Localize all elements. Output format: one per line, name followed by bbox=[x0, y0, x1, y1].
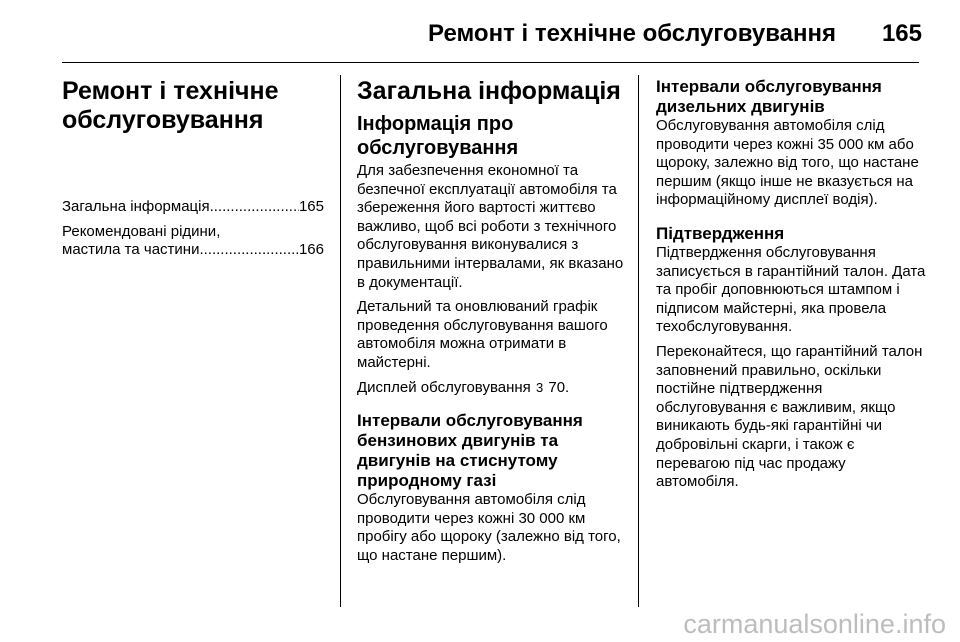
paragraph-display-ref: Дисплей обслуговування 3 70. bbox=[357, 378, 570, 396]
heading-petrol-intervals: Інтервали обслуговування бензинових двигунів та двигунів на стиснутому природному газі bbox=[357, 411, 583, 491]
chapter-title: Ремонт і технічне обслуговування bbox=[62, 77, 279, 134]
toc-entry-fluids[interactable]: Рекомендовані рідини, мастила та частини ..... 166 bbox=[62, 223, 324, 260]
paragraph: Для забезпечення економної та безпечної експлуатації автомобіля та збереження його вартості життєво важливо, щоб всі роботи з технічного обслуговування виконувалися з правильними інтервалами, як вказано в документації. bbox=[357, 162, 624, 291]
section-title: Загальна інформація bbox=[357, 77, 621, 105]
paragraph: Підтвердження обслуговування записується в гарантійний талон. Дата та пробіг доповнюються штампом і підписом майстерні, яка провела техобслуговування. bbox=[656, 243, 926, 336]
diesel-column bbox=[656, 77, 928, 498]
paragraph: Переконайтеся, що гарантійний талон заповнений правильно, оскільки постійне підтвердження обслуговування є важливим, якщо виникають будь-які гарантійні чи добровільні скарги, і також є перевагою під час продажу автомобіля. bbox=[656, 342, 923, 491]
column-divider-1 bbox=[340, 75, 341, 607]
subsection-title: Інформація про обслуговування bbox=[357, 113, 519, 159]
page-number: 165 bbox=[881, 20, 922, 47]
watermark: carmanualsonline.info bbox=[683, 609, 946, 639]
paragraph: Обслуговування автомобіля слід проводити через кожні 30 000 км пробігу або щороку (залежно від того, що настане першим). bbox=[357, 491, 621, 564]
heading-diesel-intervals: Інтервали обслуговування дизельних двигунів bbox=[656, 77, 882, 116]
paragraph: Детальний та оновлюваний графік проведення обслуговування вашого автомобіля можна отримати в майстерні. bbox=[357, 298, 608, 371]
cross-reference-arrow-icon: 3 bbox=[535, 379, 544, 395]
paragraph: Обслуговування автомобіля слід проводити через кожні 35 000 км або щороку, залежно від того, що настане першим (якщо інше не вказується на інформаційному дисплеї водія). bbox=[656, 117, 919, 209]
column-divider-2 bbox=[638, 75, 639, 607]
running-header-title: Ремонт і технічне обслуговування bbox=[428, 20, 836, 47]
toc-column bbox=[62, 77, 324, 266]
cross-reference-link[interactable]: 70. bbox=[544, 378, 570, 396]
toc-entry-general-info[interactable]: Загальна інформація ..... 165 bbox=[62, 198, 324, 217]
general-info-column bbox=[357, 77, 627, 572]
toc-page: 166 bbox=[298, 241, 324, 259]
toc-page: 165 bbox=[298, 198, 324, 215]
heading-confirmation: Підтвердження bbox=[656, 223, 785, 243]
header-rule bbox=[62, 62, 919, 63]
